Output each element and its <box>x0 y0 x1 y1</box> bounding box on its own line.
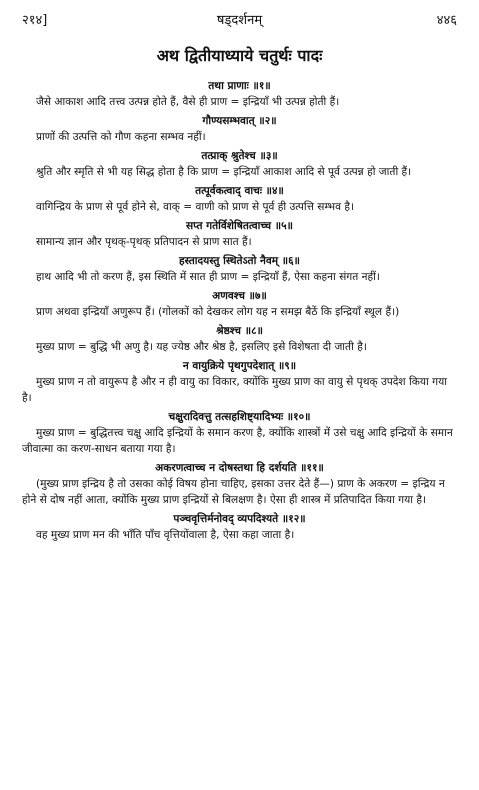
commentary-12: वह मुख्य प्राण मन की भाँति पाँच वृत्तियोंवाला है, ऐसा कहा जाता है। <box>36 529 295 541</box>
running-header <box>22 8 457 30</box>
commentary-2: प्राणों की उत्पत्ति को गौण कहना सम्भव नहीं। <box>36 131 206 143</box>
commentary-1: जैसे आकाश आदि तत्त्व उत्पन्न होते हैं, वैसे ही प्राण = इन्द्रियाँ भी उत्पन्न होती हैं। <box>36 96 340 108</box>
sutra-10: चक्षुरादिवत्तु तत्सहशिष्ट्यादिभ्यः ॥१०॥ <box>168 411 311 423</box>
commentary-6: हाथ आदि भी तो करण हैं, इस स्थिति में सात ही प्राण = इन्द्रियाँ हैं, ऐसा कहना संगत नहीं। <box>36 271 380 283</box>
sutra-7: अणवश्च ॥७॥ <box>212 290 267 302</box>
sutra-9: न वायुक्रिये पृथगुपदेशात् ॥९॥ <box>182 360 297 372</box>
commentary-10: मुख्य प्राण = बुद्धितत्त्व चक्षु आदि इन्द्रियों के समान करण है, क्योंकि शास्त्रों में उसे चक्षु आदि इन्द्रियों के समान जीवात्मा का करण-साधन बताया गया है। <box>22 427 453 455</box>
sutra-5: सप्त गतेर्विशेषितत्वाच्च ॥५॥ <box>186 220 293 232</box>
page-number-right: ४४६ <box>436 13 457 28</box>
sutra-6: हस्तादयस्तु स्थितेऽतो नैवम् ॥६॥ <box>178 255 301 267</box>
commentary-9: मुख्य प्राण न तो वायुरूप है और न ही वायु का विकार, क्योंकि मुख्य प्राण का वायु से पृथक् उपदेश किया गया है। <box>22 376 447 404</box>
commentary-7: प्राण अथवा इन्द्रियाँ अणुरूप हैं। (गोलकों को देखकर लोग यह न समझ बैठें कि इन्द्रियाँ स्थूल हैं।) <box>36 306 400 318</box>
sutra-4: तत्पूर्वकत्वाद् वाचः ॥४॥ <box>195 185 284 197</box>
page-number-left: २१४] <box>22 13 48 28</box>
sutra-8: श्रेष्ठश्च ॥८॥ <box>216 325 263 337</box>
commentary-11: (मुख्य प्राण इन्द्रिय है तो उसका कोई विषय होना चाहिए, इसका उत्तर देते हैं—) प्राण के अकरण = इन्द्रिय न होने से दोष नहीं आता, क्योंकि मुख्य प्राण इन्द्रियों से बिलक्षण है। ऐसा ही शास्त्र में प्रतिपादित किया गया है। <box>22 478 445 506</box>
commentary-4: वागिन्द्रिय के प्राण से पूर्व होने से, वाक् = वाणी को प्राण से पूर्व ही उत्पत्ति सम्भव है। <box>36 201 354 213</box>
sutra-12: पञ्चवृत्तिर्मनोवद् व्यपदिश्यते ॥१२॥ <box>173 513 306 525</box>
sutra-3: तत्प्राक् श्रुतेश्च ॥३॥ <box>201 150 278 162</box>
sutra-2: गौण्यसम्भवात् ॥२॥ <box>202 115 277 127</box>
chapter-title: अथ द्वितीयाध्याये चतुर्थः पादः <box>156 46 323 65</box>
commentary-3: श्रुति और स्मृति से भी यह सिद्ध होता है कि प्राण = इन्द्रियाँ आकाश आदि से पूर्व उत्पन्न हो जाती हैं। <box>36 166 412 178</box>
page-body <box>22 78 457 543</box>
sutra-1: तथा प्राणाः ॥१॥ <box>208 80 271 92</box>
commentary-5: सामान्य ज्ञान और पृथक्-पृथक् प्रतिपादन से प्राण सात हैं। <box>36 236 252 248</box>
running-title: षड्दर्शनम् <box>216 13 263 28</box>
commentary-8: मुख्य प्राण = बुद्धि भी अणु है। यह ज्येष्ठ और श्रेष्ठ है, इसलिए इसे विशेषता दी जाती है। <box>36 341 367 353</box>
sutra-11: अकरणत्वाच्च न दोषस्तथा हि दर्शयति ॥११॥ <box>155 462 324 474</box>
